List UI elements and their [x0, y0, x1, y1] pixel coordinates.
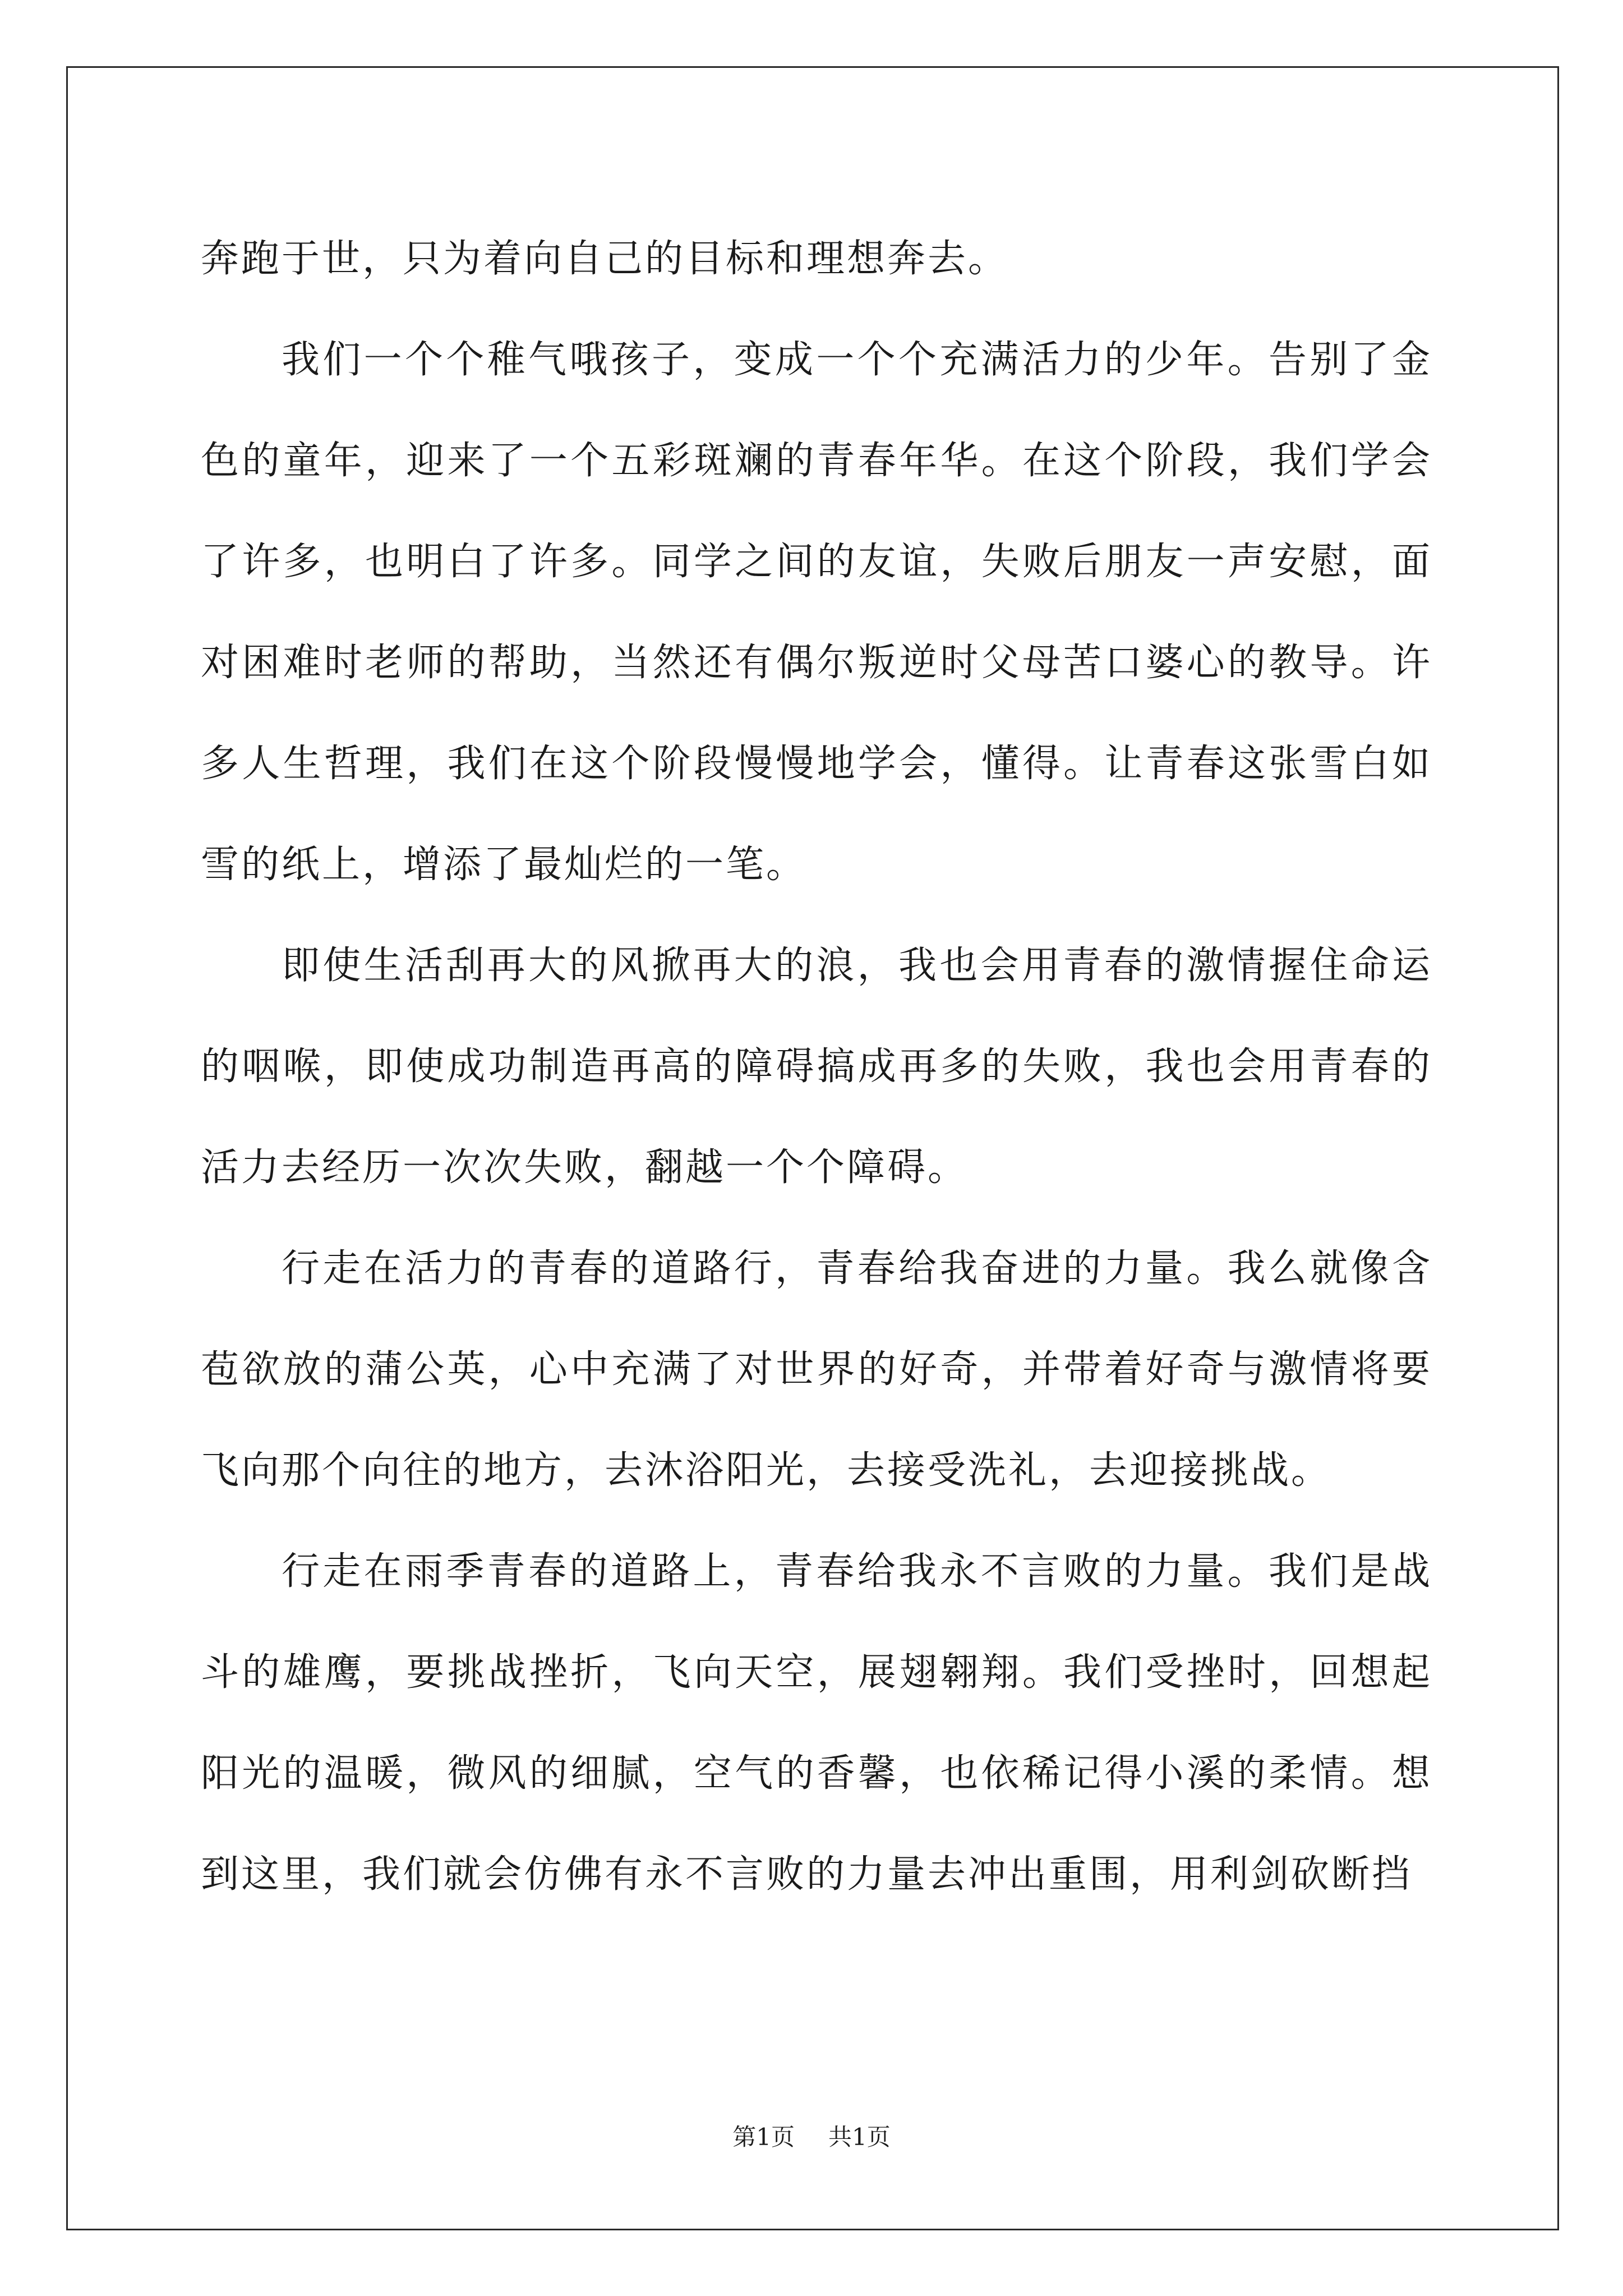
page-footer [0, 2120, 1623, 2154]
document-body [201, 209, 1432, 1925]
paragraph-4: 行走在活力的青春的道路行，青春给我奋进的力量。我么就像含苞欲放的蒲公英，心中充满了对世界的好奇，并带着好奇与激情将要飞向那个向往的地方，去沐浴阳光，去接受洗礼，去迎接挑战。 [201, 1246, 1432, 1493]
paragraph-1: 奔跑于世，只为着向自己的目标和理想奔去。 [201, 237, 1009, 281]
page-number: 第1页 [732, 2123, 795, 2151]
paragraph-3: 即使生活刮再大的风掀再大的浪，我也会用青春的激情握住命运的咽喉，即使成功制造再高的障碍搞成再多的失败，我也会用青春的活力去经历一次次失败，翻越一个个障碍。 [201, 944, 1432, 1190]
page-total: 共1页 [828, 2123, 891, 2151]
paragraph-2: 我们一个个稚气哦孩子，变成一个个充满活力的少年。告别了金色的童年，迎来了一个五彩斑斓的青春年华。在这个阶段，我们学会了许多，也明白了许多。同学之间的友谊，失败后朋友一声安慰，面对困难时老师的帮助，当然还有偶尔叛逆时父母苦口婆心的教导。许多人生哲理，我们在这个阶段慢慢地学会，懂得。让青春这张雪白如雪的纸上，增添了最灿烂的一笔。 [201, 338, 1432, 887]
paragraph-5: 行走在雨季青春的道路上，青春给我永不言败的力量。我们是战斗的雄鹰，要挑战挫折，飞向天空，展翅翱翔。我们受挫时，回想起阳光的温暖，微风的细腻，空气的香馨，也依稀记得小溪的柔情。想到这里，我们就会仿佛有永不言败的力量去冲出重围，用利剑砍断挡 [201, 1549, 1432, 1897]
